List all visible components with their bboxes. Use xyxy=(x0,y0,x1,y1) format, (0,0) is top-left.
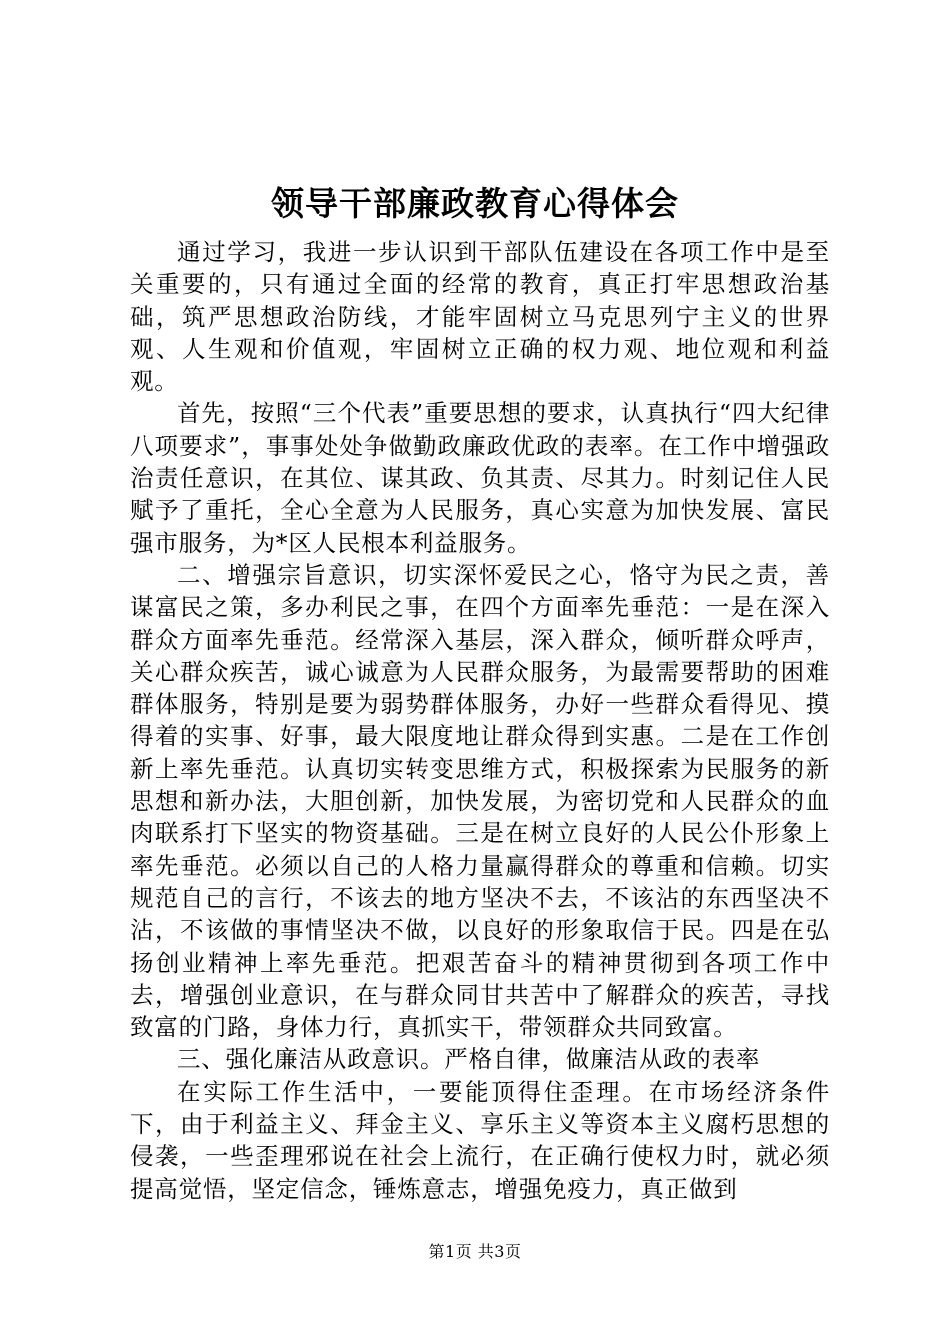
page-footer: 第1页 共3页 xyxy=(428,1242,522,1261)
paragraph: 三、强化廉洁从政意识。严格自律，做廉洁从政的表率 xyxy=(177,1045,761,1074)
paragraph: 通过学习，我进一步认识到干部队伍建设在各项工作中是至关重要的，只有通过全面的经常的教育，真正打牢思想政治基础，筑严思想政治防线，才能牢固树立马克思列宁主义的世界观、人生观和价值观，牢固树立正确的权力观、地位观和利益观。 xyxy=(130,238,830,396)
document-title: 领导干部廉政教育心得体会 xyxy=(271,184,679,223)
document-body xyxy=(130,236,830,1205)
paragraph: 二、增强宗旨意识，切实深怀爱民之心，恪守为民之责，善谋富民之策，多办利民之事，在四个方面率先垂范：一是在深入群众方面率先垂范。经常深入基层，深入群众，倾听群众呼声，关心群众疾苦，诚心诚意为人民群众服务，为最需要帮助的困难群体服务，特别是要为弱势群体服务，办好一些群众看得见、摸得着的实事、好事，最大限度地让群众得到实惠。二是在工作创新上率先垂范。认真切实转变思维方式，积极探索为民服务的新思想和新办法，大胆创新，加快发展，为密切党和人民群众的血肉联系打下坚实的物资基础。三是在树立良好的人民公仆形象上率先垂范。必须以自己的人格力量赢得群众的尊重和信赖。切实规范自己的言行，不该去的地方坚决不去，不该沾的东西坚决不沾，不该做的事情坚决不做，以良好的形象取信于民。四是在弘扬创业精神上率先垂范。把艰苦奋斗的精神贯彻到各项工作中去，增强创业意识，在与群众同甘共苦中了解群众的疾苦，寻找致富的门路，身体力行，真抓实干，带领群众共同致富。 xyxy=(130,560,830,1042)
paragraph: 在实际工作生活中，一要能顶得住歪理。在市场经济条件下，由于利益主义、拜金主义、享乐主义等资本主义腐朽思想的侵袭，一些歪理邪说在社会上流行，在正确行使权力时，就必须提高觉悟，坚定信念，锤炼意志，增强免疫力，真正做到 xyxy=(130,1077,830,1203)
paragraph: 首先，按照“三个代表”重要思想的要求，认真执行“四大纪律八项要求”，事事处处争做勤政廉政优政的表率。在工作中增强政治责任意识，在其位、谋其政、负其责、尽其力。时刻记住人民赋予了重托，全心全意为人民服务，真心实意为加快发展、富民强市服务，为*区人民根本利益服务。 xyxy=(130,399,830,557)
